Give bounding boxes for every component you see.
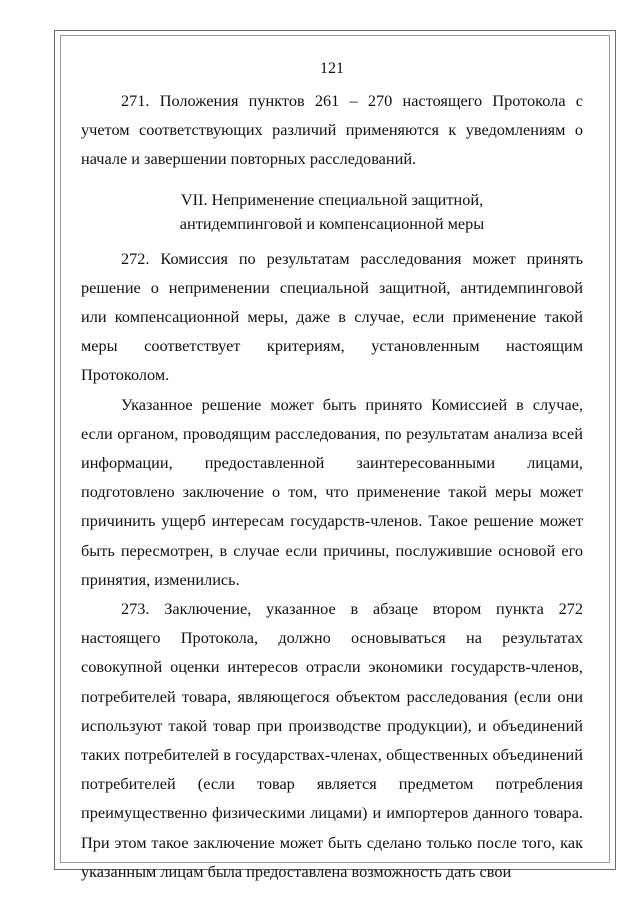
document-body — [81, 58, 583, 886]
section-heading — [81, 188, 583, 236]
section-heading-line-2: антидемпинговой и компенсационной меры — [179, 213, 485, 233]
section-heading-line-1: VII. Неприменение специальной защитной, — [180, 189, 484, 209]
paragraph-272-second: Указанное решение может быть принято Комиссией в случае, если органом, проводящим расследования, по результатам анализа всей информации, предоставленной заинтересованными лицами, подготовлено заключение о том, что применение такой меры может причинить ущерб интересам государств-членов. Такое решение может быть пересмотрен, в случае если причины, послужившие основой его принятия, изменились. — [81, 394, 583, 589]
paragraph-273: 273. Заключение, указанное в абзаце втором пункта 272 настоящего Протокола, должно основываться на результатах совокупной оценки интересов отрасли экономики государств-членов, потребителей товара, являющегося объектом расследования (если они используют такой товар при производстве продукции), и объединений таких потребителей в государствах-членах, общественных объединений потребителей (если товар является предметом потребления преимущественно физическими лицами) и импортеров данного товара. При этом такое заключение может быть сделано только после того, как указанным лицам была предоставлена возможность дать свои — [81, 599, 583, 881]
paragraph-272: 272. Комиссия по результатам расследования может принять решение о неприменении специальной защитной, антидемпинговой или компенсационной меры, даже в случае, если применение такой меры соответствует критериям, установленным настоящим Протоколом. — [81, 248, 583, 385]
paragraph-271: 271. Положения пунктов 261 – 270 настоящего Протокола с учетом соответствующих различий применяются к уведомлениям о начале и завершении повторных расследований. — [81, 91, 583, 169]
page-number: 121 — [320, 60, 344, 77]
